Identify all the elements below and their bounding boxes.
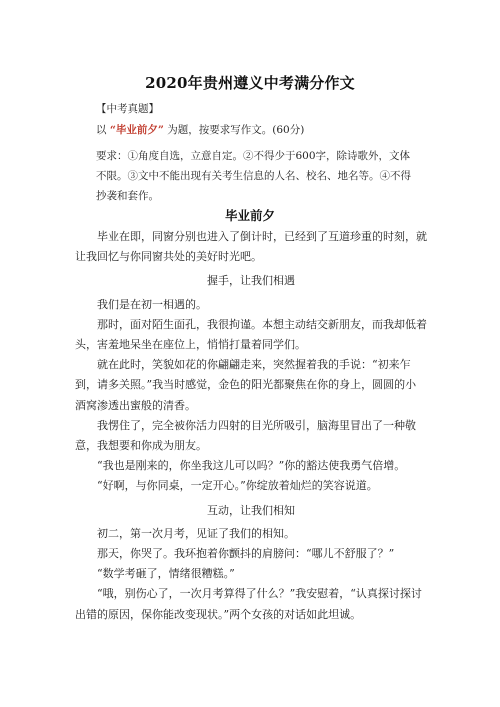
- essay-paragraph: 那天，你哭了。我环抱着你颤抖的肩膀问：“哪儿不舒服了？”: [97, 547, 395, 561]
- essay-paragraph: “数学考砸了，情绪很糟糕。”: [97, 567, 235, 581]
- prompt-suffix: 为题，按要求写作文。(60分): [167, 124, 305, 136]
- essay-paragraph: 那时，面对陌生面孔，我很拘谨。本想主动结交新朋友，而我却低着头，害羞地呆坐在座位上，悄悄打量着同学们。: [75, 317, 427, 352]
- essay-paragraph: 就在此时，笑貌如花的你翩翩走来，突然握着我的手说：“初来乍到，请多关照。”我当时感觉，金色的阳光都聚焦在你的身上，圆圆的小酒窝渗透出蜜般的清香。: [75, 358, 417, 412]
- essay-subheading: 握手，让我们相遇: [207, 274, 295, 288]
- prompt-prefix: 以: [96, 124, 107, 136]
- essay-title: 毕业前夕: [224, 208, 275, 223]
- essay-paragraph: “哦，别伤心了，一次月考算得了什么？”我安慰着，“认真探讨探讨出错的原因，保你能改变现状。”两个女孩的对话如此坦诚。: [75, 587, 422, 621]
- document-title: 2020年贵州遵义中考满分作文: [145, 74, 355, 92]
- essay-body: [75, 227, 427, 625]
- essay-paragraph: 毕业在即，同窗分别也进入了倒计时，已经到了互道珍重的时刻，就让我回忆与你同窗共处的美好时光吧。: [75, 230, 427, 264]
- requirements: 要求：①角度自选，立意自定。②不得少于600字，除诗歌外，文体不限。③文中不能出现有关考生信息的人名、校名、地名等。④不得抄袭和套作。: [96, 150, 411, 202]
- prompt-line: [96, 122, 304, 137]
- essay-subheading: 互动，让我们相知: [207, 503, 295, 517]
- essay-paragraph: 我愣住了，完全被你活力四射的目光所吸引，脑海里冒出了一种敬意，我想要和你成为朋友。: [75, 418, 416, 453]
- essay-paragraph: “我也是刚来的，你坐我这儿可以吗？”你的豁达使我勇气倍增。: [97, 459, 406, 473]
- prompt-topic: “毕业前夕”: [109, 124, 164, 136]
- exam-tag: 【中考真题】: [96, 103, 159, 115]
- essay-paragraph: “好啊，与你同桌，一定开心。”你绽放着灿烂的笑容说道。: [97, 479, 378, 493]
- essay-paragraph: 我们是在初一相遇的。: [97, 297, 207, 311]
- essay-paragraph: 初二，第一次月考，见证了我们的相知。: [97, 526, 295, 540]
